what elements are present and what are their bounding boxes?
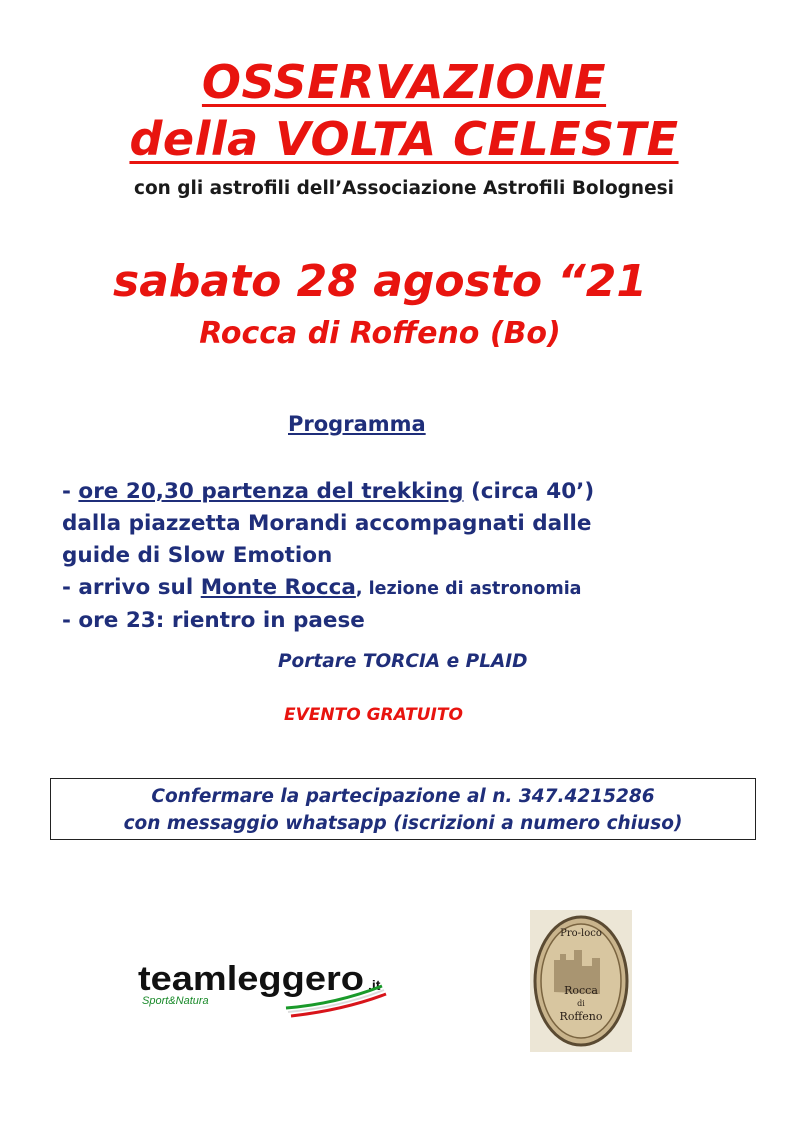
logo-tagline-text: Sport&Natura bbox=[142, 995, 209, 1007]
confirmation-box bbox=[50, 778, 756, 840]
event-place: Rocca di Roffeno (Bo) bbox=[199, 316, 561, 351]
title-line-1: OSSERVAZIONE bbox=[201, 55, 607, 109]
seal-line-2: Rocca bbox=[564, 984, 598, 997]
program-list bbox=[62, 476, 782, 637]
seal-line-1: Pro-loco bbox=[560, 928, 602, 939]
pro-loco-seal bbox=[530, 910, 632, 1052]
program-item-1-prefix: - bbox=[62, 479, 79, 504]
program-item-3: - ore 23: rientro in paese bbox=[62, 608, 365, 633]
program-item-1 bbox=[62, 476, 782, 508]
title-line-2: della VOLTA CELESTE bbox=[129, 112, 679, 166]
confirmation-line-2: con messaggio whatsapp (iscrizioni a numero chiuso) bbox=[123, 813, 683, 834]
program-item-2-place: Monte Rocca bbox=[200, 575, 356, 600]
logo-tld-text: .it bbox=[368, 977, 381, 993]
seal-line-4: Roffeno bbox=[559, 1010, 603, 1023]
subtitle: con gli astrofili dell’Associazione Astrofili Bolognesi bbox=[134, 178, 674, 199]
teamleggero-logo bbox=[136, 960, 396, 1020]
program-item-2 bbox=[62, 572, 782, 605]
free-event-note: EVENTO GRATUITO bbox=[284, 705, 463, 725]
bring-note: Portare TORCIA e PLAID bbox=[278, 651, 528, 672]
program-item-2-prefix: - arrivo sul bbox=[62, 575, 201, 600]
program-item-2-suffix: , lezione di astronomia bbox=[355, 579, 582, 599]
event-date: sabato 28 agosto “21 bbox=[113, 256, 647, 307]
seal-line-3: di bbox=[577, 999, 585, 1008]
program-item-1-line-3: guide di Slow Emotion bbox=[62, 543, 333, 568]
confirmation-line-1: Confermare la partecipazione al n. 347.4215286 bbox=[151, 786, 655, 807]
logo-brand-text: teamleggero bbox=[138, 960, 364, 998]
program-item-1-duration: (circa 40’) bbox=[463, 479, 595, 504]
program-item-1-time: ore 20,30 partenza del trekking bbox=[78, 479, 464, 504]
program-heading: Programma bbox=[288, 412, 426, 436]
program-item-1-line-2: dalla piazzetta Morandi accompagnati dalle bbox=[62, 511, 592, 536]
